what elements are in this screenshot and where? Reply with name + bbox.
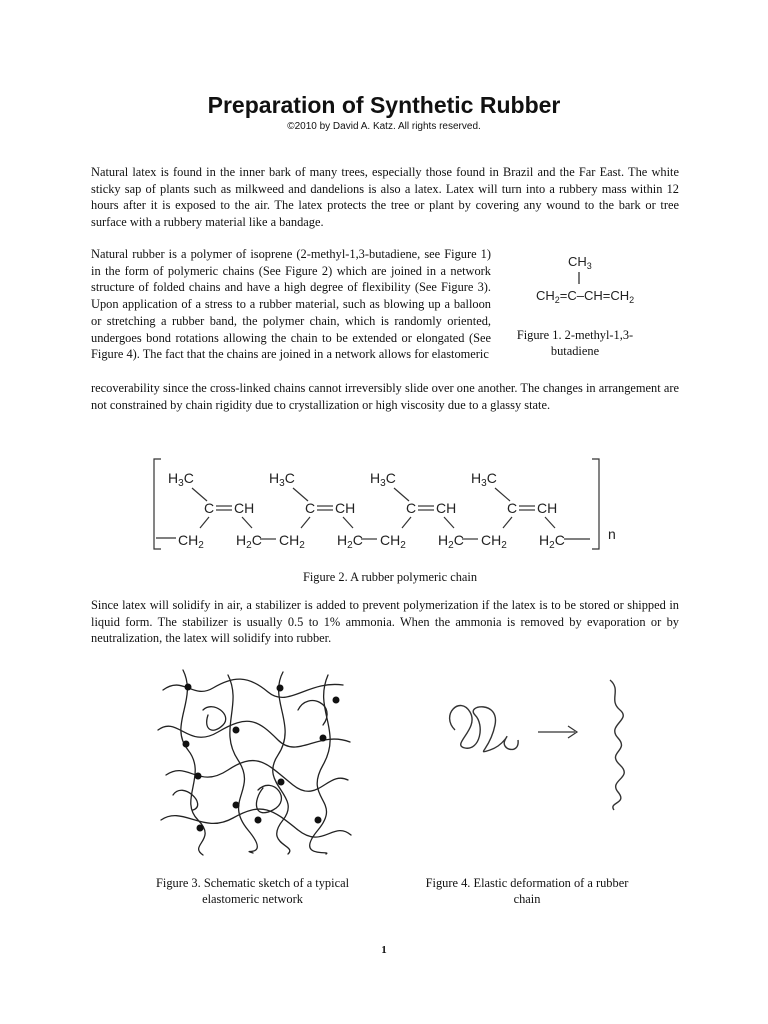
figure1-structure xyxy=(530,250,660,310)
copyright-line: ©2010 by David A. Katz. All rights reserved. xyxy=(287,121,481,132)
figure3-caption: Figure 3. Schematic sketch of a typical elastomeric network xyxy=(155,876,350,906)
h2c-group: $H_2C$ xyxy=(438,532,464,551)
figure4-caption: Figure 4. Elastic deformation of a rubber chain xyxy=(425,876,629,906)
figure2-caption: Figure 2. A rubber polymeric chain xyxy=(302,570,478,584)
carbon-atom: C xyxy=(305,500,316,516)
ch-group: CH xyxy=(436,500,457,516)
h2c-group: $H_2C$ xyxy=(236,532,262,551)
h2c-group: $H_2C$ xyxy=(539,532,565,551)
methyl-group: $H_3C$ xyxy=(269,470,295,489)
methyl-group: $H_3C$ xyxy=(168,470,194,489)
left-bracket xyxy=(154,459,161,549)
page-title: Preparation of Synthetic Rubber xyxy=(207,92,561,118)
ch-group: CH xyxy=(537,500,558,516)
carbon-atom: C xyxy=(204,500,215,516)
figure3-network-sketch xyxy=(158,670,353,855)
carbon-atom: C xyxy=(406,500,417,516)
carbon-atom: C xyxy=(507,500,518,516)
ch2-group: $CH_2$ xyxy=(481,532,507,551)
ch-group: CH xyxy=(234,500,255,516)
figure2-polymer-chain xyxy=(152,457,642,557)
methyl-label: $CH_3$ xyxy=(568,254,592,271)
paragraph-stabilizer: Since latex will solidify in air, a stabilizer is added to prevent polymerization if the latex is to be stored or shipped in liquid form. The stabilizer is usually 0.5 to 1% ammonia. When the ammonia is removed by evaporation or by neutralization, the latex will solidify into rubber. xyxy=(91,598,679,646)
right-bracket xyxy=(592,459,599,549)
page-number: 1 xyxy=(381,944,387,956)
figure4-deformation-sketch xyxy=(430,670,650,820)
ch2-group: $CH_2$ xyxy=(178,532,204,551)
paragraph-natural-rubber-cont: recoverability since the cross-linked chains cannot irreversibly slide over one another. The changes in arrangement are not constrained by chain rigidity due to crystallization or high viscosity due to a glassy state. xyxy=(91,381,679,412)
h2c-group: $H_2C$ xyxy=(337,532,363,551)
methyl-group: $H_3C$ xyxy=(370,470,396,489)
extended-chain xyxy=(610,680,624,810)
ch-group: CH xyxy=(335,500,356,516)
isoprene-formula: $CH_2=C-CH=CH_2$ xyxy=(536,288,635,305)
ch2-group: $CH_2$ xyxy=(380,532,406,551)
figure1-caption: Figure 1. 2-methyl-1,3-butadiene xyxy=(516,328,634,358)
methyl-group: $H_3C$ xyxy=(471,470,497,489)
coiled-chain xyxy=(450,705,519,751)
repeat-n: n xyxy=(608,526,616,542)
ch2-group: $CH_2$ xyxy=(279,532,305,551)
paragraph-natural-rubber: Natural rubber is a polymer of isoprene (2-methyl-1,3-butadiene, see Figure 1) in the form of polymeric chains (See Figure 2) which are joined in a network structure of folded chains and have a high degree of flexibility (See Figure 3). Upon application of a stress to a rubber material, such as blowing up a balloon or stretching a rubber band, the polymer chain, which is randomly oriented, undergoes bond rotations allowing the chain to be extended or elongated (See Figure 4). The fact that the chains are joined in a network allows for elastomeric xyxy=(91,247,491,362)
paragraph-natural-latex: Natural latex is found in the inner bark of many trees, especially those found in Brazil and the Far East. The white sticky sap of plants such as milkweed and dandelions is also a latex. Latex will turn into a rubbery mass within 12 hours after it is exposed to the air. The latex protects the tree or plant by covering any wound to the bark or tree surface with a rubbery material like a bandage. xyxy=(91,165,679,230)
